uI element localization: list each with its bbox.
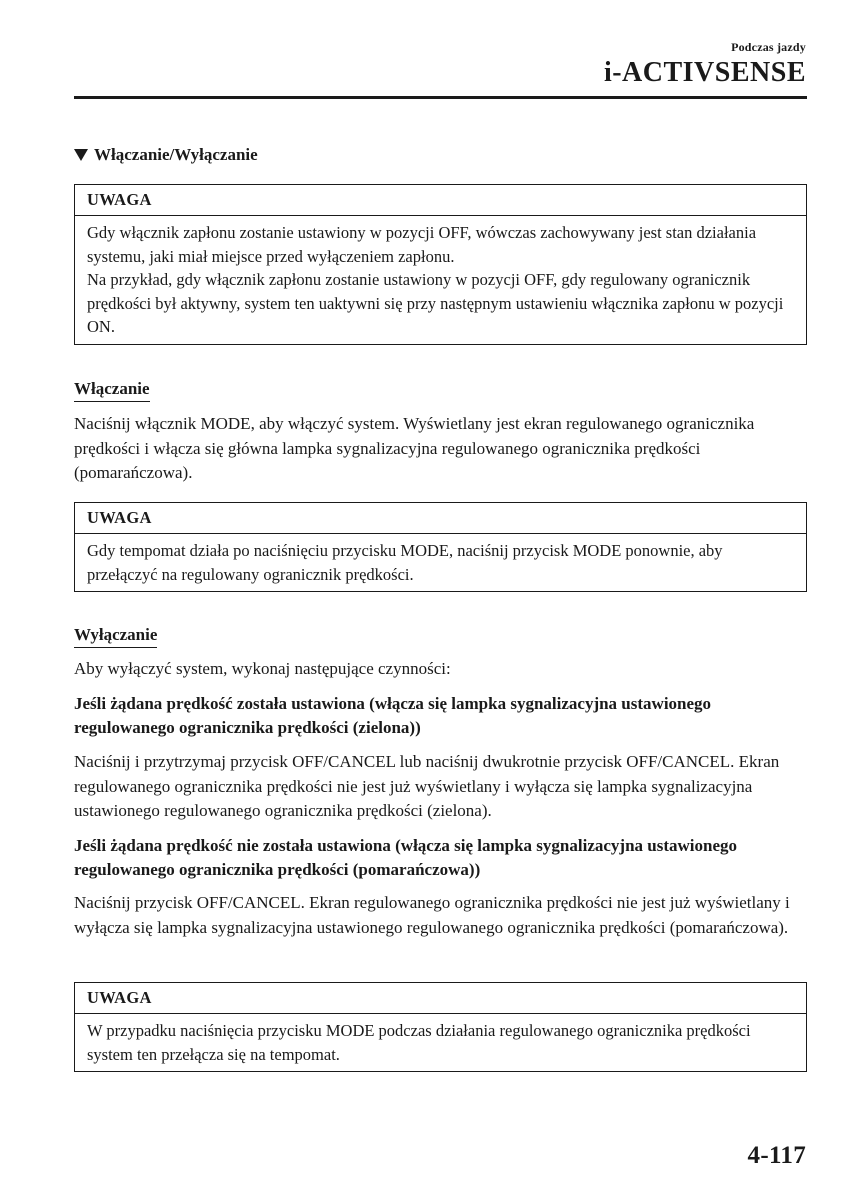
paragraph: Naciśnij przycisk OFF/CANCEL. Ekran regulowanego ogranicznika prędkości nie jest już wyświetlany i wyłącza się lampka sygnalizacyjna ustawionego regulowanego ogranicznika prędkości (pomarańczowa). [74,893,790,937]
subsection-off-intro [74,657,807,682]
note-box-1 [74,184,807,345]
case1-heading-wrap [74,692,807,740]
page-number: 4-117 [747,1142,806,1169]
paragraph: Aby wyłączyć system, wykonaj następujące czynności: [74,659,451,678]
triangle-down-icon [74,149,88,161]
note-box-2 [74,502,807,592]
case1-heading: Jeśli żądana prędkość została ustawiona (włącza się lampka sygnalizacyjna ustawionego regulowanego ogranicznika prędkości (zielona)) [74,694,712,737]
note-label: UWAGA [75,983,806,1014]
case2-body [74,891,807,940]
note-body [75,534,806,591]
header-chapter-title: i-ACTIVSENSE [603,57,806,88]
case2-heading: Jeśli żądana prędkość nie została ustawiona (włącza się lampka sygnalizacyjna ustawionego regulowanego ogranicznika prędkości (pomarańczowa)) [74,836,738,879]
header-divider [74,96,807,99]
section-heading-text: Włączanie/Wyłączanie [94,145,258,164]
note-paragraph: Gdy tempomat działa po naciśnięciu przycisku MODE, naciśnij przycisk MODE ponownie, aby przełączyć na regulowany ogranicznik prędkości. [87,541,723,584]
subsection-off-heading: Wyłączanie [74,624,157,648]
note-label: UWAGA [75,503,806,534]
case2-heading-wrap [74,834,807,882]
note-body [75,1014,806,1071]
note-paragraph: Gdy włącznik zapłonu zostanie ustawiony w pozycji OFF, wówczas zachowywany jest stan działania systemu, jaki miał miejsce przed wyłączeniem zapłonu. [87,223,757,266]
paragraph: Naciśnij i przytrzymaj przycisk OFF/CANCEL lub naciśnij dwukrotnie przycisk OFF/CANCEL. Ekran regulowanego ogranicznika prędkości nie jest już wyświetlany i wyłącza się lampka sygnalizacyjna ustawionego regulowanego ogranicznika prędkości (zielona). [74,752,780,820]
header-section-label: Podczas jazdy [731,40,806,54]
note-label: UWAGA [75,185,806,216]
case1-body [74,750,807,824]
paragraph: Naciśnij włącznik MODE, aby włączyć system. Wyświetlany jest ekran regulowanego ogranicznika prędkości i włącza się główna lampka sygnalizacyjna regulowanego ogranicznika prędkości (pomarańczowa). [74,414,755,482]
subsection-on-heading-wrap [74,378,807,402]
subsection-off-heading-wrap [74,624,807,648]
section-heading [74,143,807,167]
note-box-3 [74,982,807,1072]
subsection-on-body [74,412,807,486]
subsection-on-heading: Włączanie [74,378,150,402]
note-body [75,216,806,344]
note-paragraph: Na przykład, gdy włącznik zapłonu zostanie ustawiony w pozycji OFF, gdy regulowany ogranicznik prędkości był aktywny, system ten uaktywni się przy następnym ustawieniu włącznika zapłonu w pozycji ON. [87,270,784,336]
note-paragraph: W przypadku naciśnięcia przycisku MODE podczas działania regulowanego ogranicznika prędkości system ten przełącza się na tempomat. [87,1021,751,1064]
